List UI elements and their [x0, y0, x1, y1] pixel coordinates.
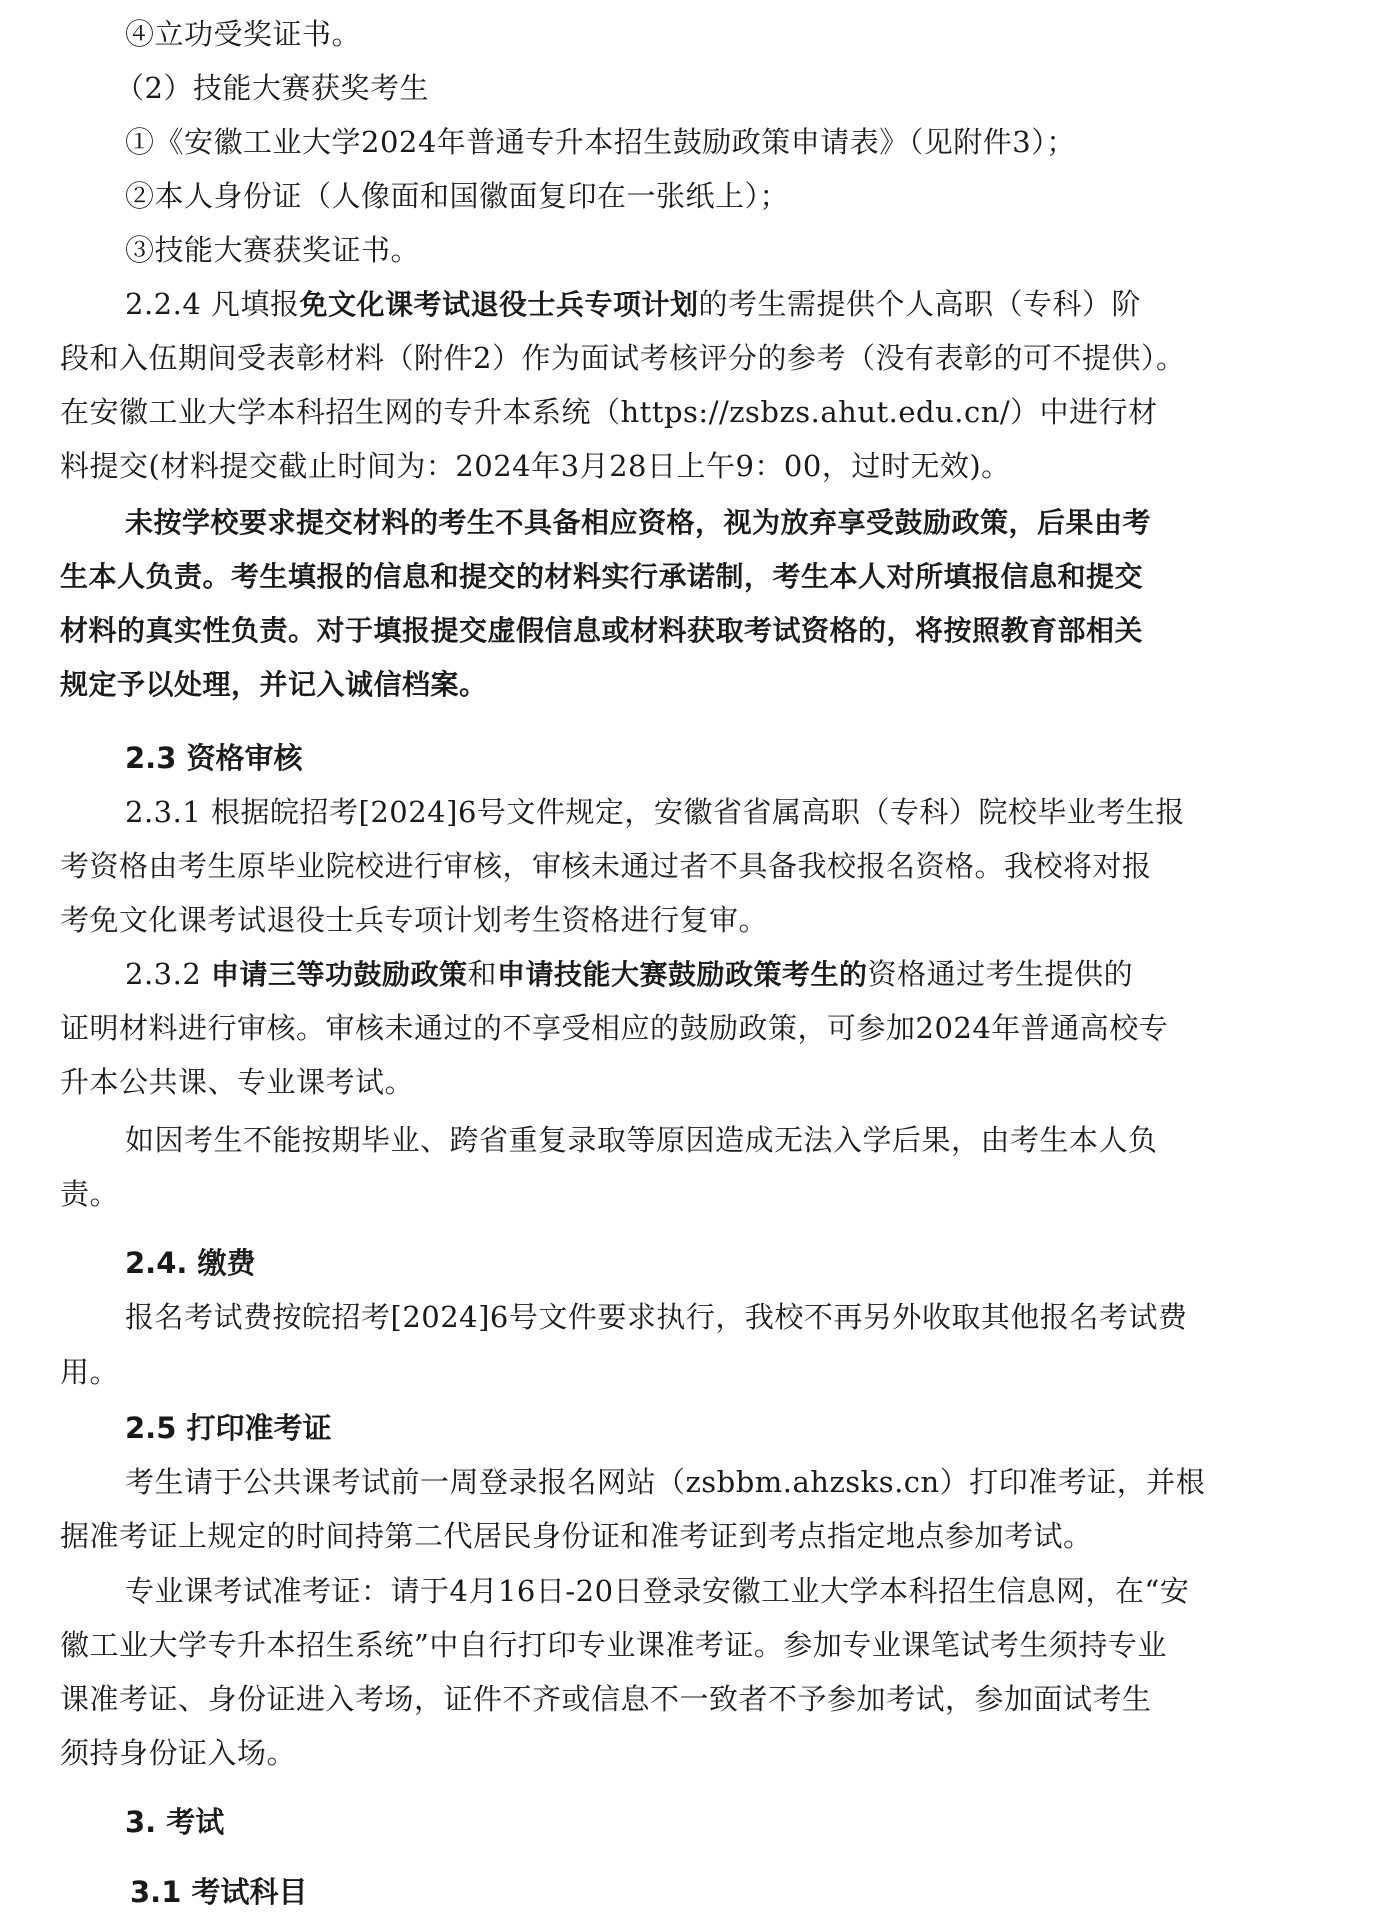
section-heading-2-3: 2.3 资格审核 — [125, 741, 303, 775]
fee-line-1: 报名考试费按皖招考[2024]6号文件要求执行，我校不再另外收取其他报名考试费 — [125, 1300, 1188, 1334]
skills-item-3: ③技能大赛获奖证书。 — [125, 233, 421, 267]
admission-ticket-p2-line-4: 须持身份证入场。 — [60, 1736, 297, 1770]
bold-text-merit-policy: 申请三等功鼓励政策 — [211, 958, 468, 991]
bold-text-skills-policy: 申请技能大赛鼓励政策考生的 — [497, 958, 868, 991]
warning-line-1: 未按学校要求提交材料的考生不具备相应资格，视为放弃享受鼓励政策，后果由考 — [125, 506, 1152, 539]
section-heading-3: 3. 考试 — [125, 1805, 225, 1839]
paragraph-2-3-1-line-1: 2.3.1 根据皖招考[2024]6号文件规定，安徽省省属高职（专科）院校毕业考生报 — [125, 795, 1185, 829]
text: 的考生需提供个人高职（专科）阶 — [698, 287, 1142, 321]
admission-ticket-p1-line-1: 考生请于公共课考试前一周登录报名网站（zsbbm.ahzsks.cn）打印准考证，并根 — [125, 1465, 1206, 1499]
paragraph-2-3-2-line-2: 证明材料进行审核。审核未通过的不享受相应的鼓励政策，可参加2024年普通高校专 — [60, 1011, 1169, 1045]
paragraph-2-2-4-line-2: 段和入伍期间受表彰材料（附件2）作为面试考核评分的参考（没有表彰的可不提供）。 — [60, 341, 1186, 375]
admission-ticket-p2-line-1: 专业课考试准考证：请于4月16日-20日登录安徽工业大学本科招生信息网，在“安 — [125, 1574, 1190, 1608]
section-heading-3-1: 3.1 考试科目 — [130, 1875, 308, 1909]
admission-ticket-p1-line-2: 据准考证上规定的时间持第二代居民身份证和准考证到考点指定地点参加考试。 — [60, 1519, 1093, 1553]
award-item-4: ④立功受奖证书。 — [125, 17, 362, 51]
paragraph-2-3-1-line-2: 考资格由考生原毕业院校进行审核，审核未通过者不具备我校报名资格。我校将对报 — [60, 849, 1152, 883]
warning-line-4: 规定予以处理，并记入诚信档案。 — [60, 668, 488, 701]
paragraph-2-2-4-line-4: 料提交(材料提交截止时间为：2024年3月28日上午9：00，过时无效)。 — [60, 449, 1011, 483]
text: 2.3.2 — [125, 957, 212, 991]
skills-section-title: （2）技能大赛获奖考生 — [115, 71, 429, 105]
warning-line-3: 材料的真实性负责。对于填报提交虚假信息或材料获取考试资格的，将按照教育部相关 — [60, 614, 1144, 647]
note-line-1: 如因考生不能按期毕业、跨省重复录取等原因造成无法入学后果，由考生本人负 — [125, 1123, 1158, 1157]
paragraph-2-2-4-line-1 — [125, 284, 1330, 325]
text: 资格通过考生提供的 — [867, 957, 1134, 991]
note-line-2: 责。 — [60, 1177, 120, 1211]
paragraph-2-2-4-line-3: 在安徽工业大学本科招生网的专升本系统（https://zsbzs.ahut.edu.cn/）中进行材 — [60, 395, 1158, 429]
bold-text-veteran-plan: 免文化课考试退役士兵专项计划 — [299, 288, 699, 321]
warning-line-2: 生本人负责。考生填报的信息和提交的材料实行承诺制，考生本人对所填报信息和提交 — [60, 560, 1144, 593]
text: 2.2.4 凡填报 — [125, 287, 300, 321]
admission-ticket-p2-line-2: 徽工业大学专升本招生系统”中自行打印专业课准考证。参加专业课笔试考生须持专业 — [60, 1628, 1167, 1662]
skills-item-2: ②本人身份证（人像面和国徽面复印在一张纸上）； — [125, 179, 790, 213]
text: 和 — [467, 957, 498, 991]
section-heading-2-5: 2.5 打印准考证 — [125, 1411, 332, 1445]
fee-line-2: 用。 — [60, 1355, 120, 1389]
paragraph-2-3-1-line-3: 考免文化课考试退役士兵专项计划考生资格进行复审。 — [60, 903, 769, 937]
admission-ticket-p2-line-3: 课准考证、身份证进入考场，证件不齐或信息不一致者不予参加考试，参加面试考生 — [60, 1682, 1152, 1716]
skills-item-1: ①《安徽工业大学2024年普通专升本招生鼓励政策申请表》（见附件3）； — [125, 125, 1076, 159]
paragraph-2-3-2-line-1 — [125, 954, 1330, 995]
paragraph-2-3-2-line-3: 升本公共课、专业课考试。 — [60, 1065, 415, 1099]
section-heading-2-4: 2.4. 缴费 — [125, 1246, 256, 1280]
